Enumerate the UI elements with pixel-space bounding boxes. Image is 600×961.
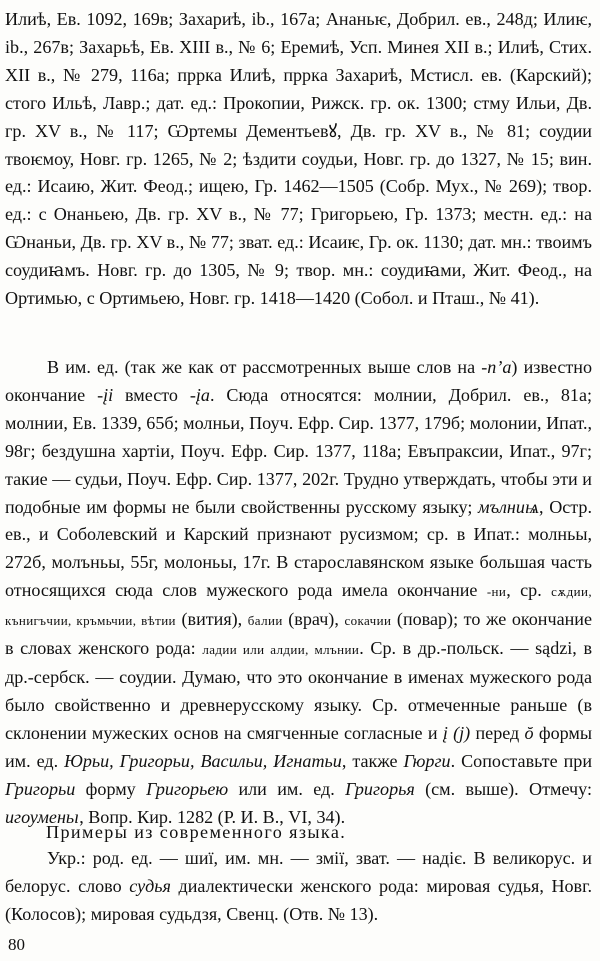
slavonic-run: балии <box>247 613 283 629</box>
text-run: , ср. <box>506 580 552 601</box>
slavonic-run: сѫдии, кънигъчии, кръмьчии, вѣтии <box>5 584 593 629</box>
italic-run: -įa <box>189 384 210 405</box>
paragraph-nominative-ending <box>5 354 592 831</box>
text-run: перед <box>470 722 525 743</box>
text-run: формы им. ед. <box>5 722 592 771</box>
italic-run: Гюрги <box>403 750 451 771</box>
slavonic-run: сокачии <box>344 613 392 629</box>
text-run: или им. ед. <box>228 778 346 799</box>
text-run: , также <box>341 750 404 771</box>
text-run: Илиѣ, Ев. 1092, 169в; Захариѣ, ib., 167а; Ананьѥ, Добрил. ев., 248д; Илиѥ, ib., 267в; Захарьѣ, Ев. XIII в., № 6; Еремиѣ, Усп. Минея XII в.; Илиѣ, Стих. XII в., № 279, 116а; прркa Илиѣ, прркa Захариѣ, Мстисл. ев. (Карский); стoго Ильѣ, Лавр.; дат. ед.: Прокопии, Рижск. гр. ок. 1300; стму Ильи, Дв. гр. XV в., № 117; Ѡртемы Дементьевꙋ, Дв. гр. XV в., № 81; соудии твоѥмоу, Новг. гр. 1265, № 2; ѣздити соудьи, Новг. гр. до 1327, № 15; вин. ед.: Исаию, Жит. Феод.; ищею, Гр. 1462—1505 (Собр. Мух., № 269); твор. ед.: с Онаньею, Дв. гр. XV в., № 77; Григорьею, Гр. 1373; местн. ед.: на Ѡнаньи, Дв. гр. XV в., № 77; зват. ед.: Исаиѥ, Гр. ок. 1130; дат. мн.: твоимъ соудиꙗмъ. Новг. гр. до 1305, № 9; твор. мн.: соудиꙗми, Жит. Феод., на Ортимью, с Ортимьею, Новг. гр. 1418—1420 (Собол. и Пташ., № 41). <box>5 9 592 309</box>
italic-run: мълниѩ <box>478 496 540 517</box>
italic-run: -įi <box>97 384 114 405</box>
section-heading: Примеры из современного языка. <box>46 822 347 842</box>
italic-run: ŏ <box>524 722 534 743</box>
text-run: . Сюда относятся: молнии, Добрил. ев., 81а; молнии, Ев. 1339, 65б; молньи, Поуч. Ефр. Сир. 1377, 179б; молонии, Ипат., 98г; бездушна хартiи, Поуч. Ефр. Сир. 1377, 118а; Евъпраксии, Ипат., 97г; такие — судьи, Поуч. Ефр. Сир. 1377, 202г. Трудно утверждать, чтобы эти и подобные им формы не были свойственны русскому языку; <box>5 384 593 517</box>
text-run: . Ср. в др.-польск. — sądzi, в др.-сербск. — соудии. Думаю, что это окончание в именах мужеского рода было свойственно и древнерусскому языку. Ср. отмеченные раньше (в склонении мужеских основ на смягченные согласные и <box>5 638 593 743</box>
italic-run: -n’a <box>481 357 512 377</box>
text-run: форму <box>75 778 147 799</box>
page-number: 80 <box>8 935 25 954</box>
italic-run: Григорья <box>345 778 415 799</box>
italic-run: Григорьею <box>146 778 229 799</box>
slavonic-run: -ни <box>486 584 507 600</box>
text-run: диалектически женского рода: мировая судья, Новг. (Колосов); мировая судьдзя, Свенц. (Отв. № 13). <box>5 875 593 924</box>
italic-run: Григорьи <box>5 778 76 799</box>
text-run: (врач), <box>282 609 345 630</box>
text-run: Укр.: род. ед. — шиї, им. мн. — змiї, зват. — надiє. В великорус. и белорус. слово <box>5 848 592 896</box>
paragraph-examples-continued <box>5 6 592 313</box>
text-run: В им. ед. (так же как от рассмотренных выше слов на <box>47 357 482 377</box>
text-run: (повар); то же окончание в словах женского рода: <box>5 609 593 659</box>
text-run: (вития), <box>175 609 248 630</box>
text-run: (см. выше). Отмечу: <box>414 778 592 799</box>
text-run: , Остр. ев., и Соболевский и Карский признают русизмом; ср. в Ипат.: молньы, 272б, молъньы, 55г, молоньы, 17г. В старославянском языке большая часть относящихся сюда слов мужеского рода имела окончание <box>5 496 592 601</box>
text-run: , Вопр. Кир. 1282 (Р. И. В., VI, 34). <box>79 806 346 827</box>
text-run: . Сопоставьте при <box>450 750 592 771</box>
italic-run: į (j) <box>442 722 471 743</box>
italic-run: судья <box>129 875 171 896</box>
text-run: ) известно окончание <box>5 357 592 405</box>
italic-run: Юрьи, Григорьи, Васильи, Игнатьи <box>64 750 342 771</box>
slavonic-run: ладии или алдии, млънии <box>202 642 360 658</box>
paragraph-modern-examples <box>5 845 592 929</box>
text-run: вместо <box>113 384 190 405</box>
italic-run: игоуменьı <box>5 806 80 827</box>
